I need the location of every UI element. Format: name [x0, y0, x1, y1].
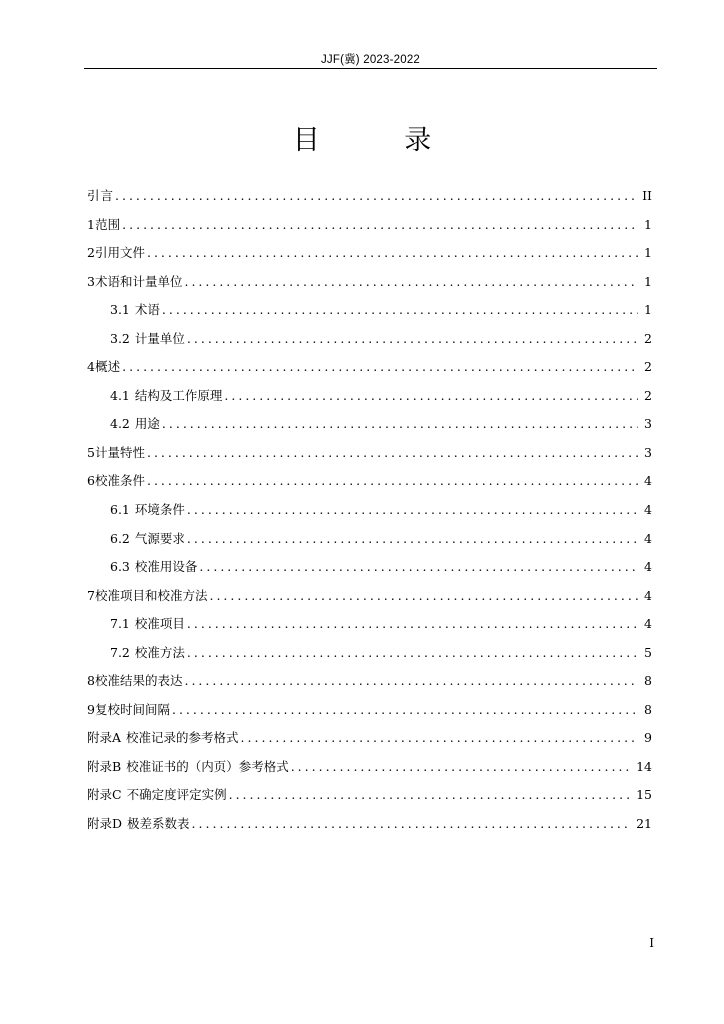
- toc-entry-label: 环境条件: [134, 502, 185, 518]
- toc-entry-page: II: [642, 188, 652, 203]
- toc-entry-number: 8: [87, 673, 95, 689]
- toc-entry-number: 7.1: [110, 616, 130, 632]
- toc-entry-page: 14: [636, 758, 652, 774]
- toc-leader-dots: [184, 274, 638, 290]
- toc-leader-dots: [224, 388, 638, 404]
- toc-entry-number: 3.1: [110, 302, 130, 318]
- toc-leader-dots: [147, 245, 638, 261]
- toc-entry-label: 范围: [95, 216, 121, 232]
- toc-leader-dots: [291, 759, 632, 775]
- toc-leader-dots: [172, 702, 638, 718]
- toc-entry-number: 6.2: [110, 530, 130, 546]
- document-code-header: JJF(冀) 2023-2022: [320, 54, 421, 66]
- toc-entry-number: 4.2: [110, 416, 130, 432]
- toc-entry-page: 4: [644, 473, 652, 489]
- toc-leader-dots: [241, 730, 638, 746]
- toc-entry-page: 3: [644, 416, 652, 432]
- header-rule: [84, 68, 657, 69]
- toc-entry[interactable]: [87, 473, 652, 502]
- toc-leader-dots: [199, 559, 638, 575]
- toc-entry-page: 9: [644, 730, 652, 746]
- toc-entry-label: 校准记录的参考格式: [126, 730, 239, 746]
- toc-entry[interactable]: [87, 559, 652, 588]
- toc-leader-dots: [209, 588, 638, 604]
- table-of-contents: [87, 188, 652, 845]
- toc-entry-number: 引: [87, 188, 100, 203]
- toc-entry[interactable]: [87, 531, 652, 560]
- toc-leader-dots: [187, 502, 638, 518]
- toc-entry-number: 1: [87, 216, 95, 232]
- toc-entry-label: 校准条件: [94, 473, 145, 489]
- toc-entry-page: 1: [644, 273, 652, 289]
- toc-entry[interactable]: [87, 616, 652, 645]
- toc-entry-label: 气源要求: [134, 530, 185, 546]
- toc-entry-number: 7: [87, 587, 95, 603]
- toc-entry-label: 校准项目和校准方法: [94, 587, 208, 603]
- toc-entry[interactable]: [87, 730, 652, 759]
- toc-leader-dots: [187, 616, 638, 632]
- toc-entry-label: 校准证书的（内页）参考格式: [126, 758, 289, 774]
- page-number: I: [649, 936, 654, 950]
- toc-entry-page: 1: [644, 302, 652, 318]
- toc-entry[interactable]: [87, 359, 652, 388]
- toc-entry-number: 6.3: [110, 559, 130, 575]
- toc-leader-dots: [187, 645, 638, 661]
- toc-entry-page: 4: [644, 502, 652, 518]
- toc-entry-label: 言: [100, 188, 114, 203]
- toc-leader-dots: [192, 816, 633, 832]
- toc-entry-label: 不确定度评定实例: [126, 787, 227, 803]
- page-title: 目 录: [292, 125, 470, 156]
- toc-entry-label: 术语和计量单位: [94, 273, 183, 289]
- toc-entry[interactable]: [87, 331, 652, 360]
- toc-entry-number: 附录C: [87, 787, 122, 803]
- toc-entry-number: 6: [87, 473, 95, 489]
- toc-entry-label: 概述: [95, 359, 121, 375]
- toc-entry[interactable]: [87, 502, 652, 531]
- toc-entry-number: 附录B: [87, 758, 122, 774]
- toc-entry-page: 2: [644, 330, 652, 346]
- toc-entry[interactable]: [87, 245, 652, 274]
- toc-entry-page: 3: [644, 444, 652, 460]
- toc-entry[interactable]: [87, 702, 652, 731]
- toc-entry[interactable]: [87, 816, 652, 845]
- toc-entry[interactable]: [87, 588, 652, 617]
- toc-entry-number: 5: [87, 444, 95, 460]
- toc-entry-label: 结构及工作原理: [134, 387, 223, 403]
- toc-entry[interactable]: [87, 217, 652, 246]
- toc-entry-label: 校准方法: [134, 644, 185, 660]
- toc-entry-page: 4: [644, 559, 652, 575]
- toc-entry[interactable]: [87, 673, 652, 702]
- toc-entry-number: 4.1: [110, 387, 130, 403]
- toc-entry-page: 4: [644, 587, 652, 603]
- toc-entry-label: 校准用设备: [134, 559, 198, 575]
- toc-entry-page: 2: [644, 359, 652, 375]
- toc-entry-label: 计量特性: [94, 444, 145, 460]
- toc-entry-page: 8: [644, 701, 652, 717]
- toc-leader-dots: [122, 359, 638, 375]
- toc-entry-page: 1: [644, 245, 652, 261]
- toc-entry-number: 附录A: [87, 730, 122, 746]
- toc-entry-number: 3: [87, 273, 95, 289]
- toc-entry-label: 引用文件: [94, 245, 145, 261]
- toc-leader-dots: [115, 188, 638, 204]
- toc-leader-dots: [147, 445, 638, 461]
- toc-entry-label: 复校时间间隔: [94, 701, 170, 717]
- toc-entry-number: 2: [87, 245, 95, 261]
- toc-entry[interactable]: [87, 302, 652, 331]
- toc-leader-dots: [147, 473, 638, 489]
- toc-entry-label: 校准项目: [134, 616, 185, 632]
- toc-entry[interactable]: [87, 274, 652, 303]
- toc-entry-page: 5: [644, 644, 652, 660]
- toc-entry-label: 用途: [134, 416, 160, 432]
- toc-entry-page: 21: [636, 816, 652, 832]
- toc-entry-label: 校准结果的表达: [94, 673, 183, 689]
- toc-entry[interactable]: [87, 188, 652, 217]
- toc-leader-dots: [187, 531, 638, 547]
- toc-leader-dots: [184, 673, 638, 689]
- toc-entry-page: 15: [636, 787, 652, 803]
- toc-entry-label: 计量单位: [134, 330, 185, 346]
- toc-leader-dots: [162, 416, 638, 432]
- toc-entry-label: 极差系数表: [127, 816, 190, 832]
- toc-leader-dots: [122, 217, 638, 233]
- toc-entry-page: 4: [644, 616, 652, 632]
- toc-entry-number: 4: [87, 359, 95, 375]
- toc-entry[interactable]: [87, 645, 652, 674]
- toc-entry-number: 附录D: [87, 816, 123, 832]
- toc-entry-number: 7.2: [110, 644, 130, 660]
- toc-entry-label: 术语: [134, 302, 160, 318]
- toc-leader-dots: [162, 302, 638, 318]
- toc-entry-number: 9: [87, 701, 95, 717]
- toc-entry[interactable]: [87, 787, 652, 816]
- toc-entry-page: 1: [644, 216, 652, 232]
- toc-leader-dots: [187, 331, 638, 347]
- toc-entry-number: 6.1: [110, 502, 130, 518]
- toc-entry-page: 4: [644, 530, 652, 546]
- toc-entry[interactable]: [87, 759, 652, 788]
- toc-entry[interactable]: [87, 445, 652, 474]
- toc-entry[interactable]: [87, 388, 652, 417]
- toc-entry-number: 3.2: [110, 330, 130, 346]
- toc-entry-page: 2: [644, 387, 652, 403]
- toc-entry-page: 8: [644, 673, 652, 689]
- toc-leader-dots: [229, 787, 633, 803]
- toc-entry[interactable]: [87, 416, 652, 445]
